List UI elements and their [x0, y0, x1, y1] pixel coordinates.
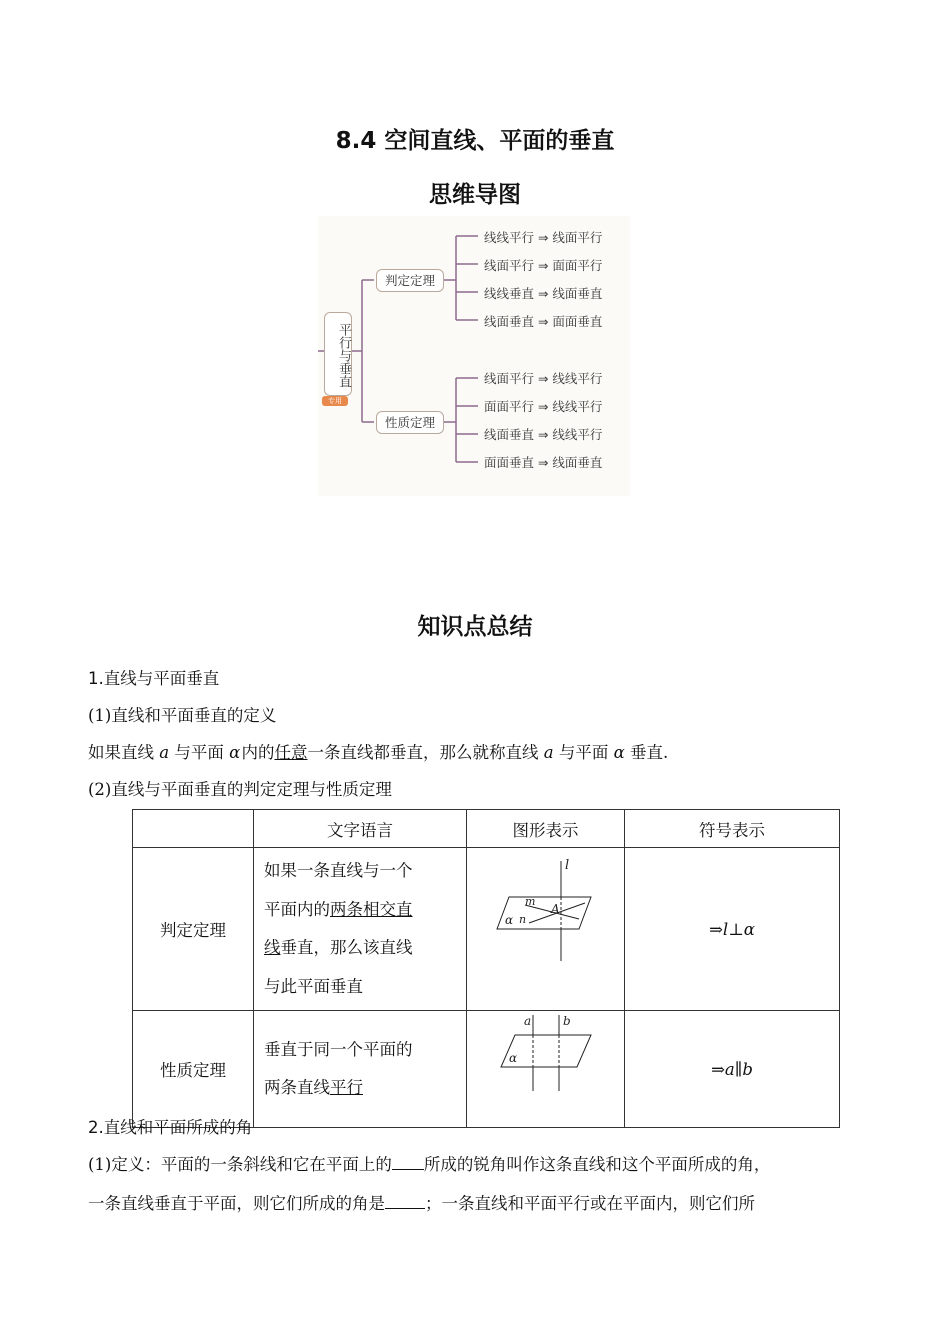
text: 两条直线: [264, 1078, 330, 1097]
parallel-figure: [467, 1011, 624, 1123]
answer-blank[interactable]: [392, 1168, 424, 1170]
row-text: [254, 848, 467, 1011]
text: 一条直线都垂直，那么就称直线: [307, 743, 539, 762]
perpendicular-figure: [467, 853, 624, 1002]
text-line: 与此平面垂直: [264, 976, 363, 996]
var: l: [722, 919, 729, 939]
mindmap-branch-label: 性质定理: [384, 415, 435, 430]
section2-line2: [88, 1190, 755, 1214]
text: ；一条直线和平面平行或在平面内，则它们所: [425, 1194, 755, 1213]
fig-label-alpha: α: [505, 912, 514, 927]
section1-sub2: (2)直线与平面垂直的判定定理与性质定理: [88, 780, 392, 799]
text: ⊥: [728, 919, 744, 939]
figure-cell: [467, 1011, 625, 1128]
text: 垂直，那么该直线: [280, 938, 413, 957]
fig-label-m: m: [525, 894, 536, 908]
text: 垂直.: [630, 743, 669, 762]
fig-label-A: A: [551, 901, 560, 916]
row-symbol: [625, 848, 840, 1011]
mindmap-branch-label: 判定定理: [384, 273, 435, 288]
row-symbol: [625, 1011, 840, 1128]
text: 一条直线垂直于平面，则它们所成的角是: [88, 1194, 385, 1213]
text: 内的: [241, 743, 275, 762]
underlined-term: 线: [264, 938, 281, 957]
mindmap-branch-property: [376, 411, 444, 434]
section1-sub1: (1)直线和平面垂直的定义: [88, 706, 277, 725]
var: a: [159, 743, 170, 762]
theorem-table: [132, 809, 840, 1128]
var: b: [742, 1059, 753, 1079]
text: ⇒: [711, 1059, 725, 1079]
var: α: [229, 743, 241, 762]
section1-definition: [88, 739, 668, 763]
text: (1)定义：平面的一条斜线和它在平面上的: [88, 1155, 392, 1174]
var: a: [724, 1059, 735, 1079]
text: 与平面: [174, 743, 224, 762]
mindmap-heading: 思维导图: [429, 182, 521, 208]
underlined-term: 任意: [274, 743, 308, 762]
underlined-term: 两条相交直: [330, 899, 413, 919]
text: 如果直线: [88, 743, 154, 762]
mindmap-leaf: 线线垂直 ⇒ 线面垂直: [484, 286, 603, 301]
figure-cell: [467, 848, 625, 1011]
text-line: 垂直于同一个平面的: [264, 1039, 413, 1059]
table-row: [133, 1011, 840, 1128]
mindmap-leaf: 线面平行 ⇒ 面面平行: [484, 258, 603, 273]
section2-heading: 2.直线和平面所成的角: [88, 1118, 253, 1137]
table-header-row: [133, 810, 840, 848]
row-text: [254, 1011, 467, 1128]
mindmap-leaf: 面面平行 ⇒ 线线平行: [484, 399, 603, 414]
text: 平面内的: [264, 899, 330, 919]
table-header-cell: 文字语言: [254, 810, 467, 848]
fig-label-b: b: [563, 1014, 571, 1028]
var: α: [613, 743, 625, 762]
text-line: [264, 1069, 456, 1108]
underlined-term: 平行: [330, 1078, 363, 1097]
mindmap-figure: [318, 216, 630, 496]
fig-label-n: n: [519, 912, 527, 926]
var: α: [743, 919, 755, 939]
fig-label-l: l: [565, 857, 570, 873]
text: 与平面: [558, 743, 609, 762]
text: ∥: [734, 1059, 743, 1079]
mindmap-root-label: 平行与垂直: [336, 322, 351, 388]
mindmap-leaf: 线面垂直 ⇒ 面面垂直: [484, 314, 603, 329]
section1-heading: 1.直线与平面垂直: [88, 669, 220, 688]
fig-label-alpha: α: [509, 1051, 518, 1065]
mindmap-tag: 专用: [322, 396, 348, 406]
text: 所成的锐角叫作这条直线和这个平面所成的角，: [423, 1155, 771, 1174]
section2-line1: [88, 1151, 770, 1175]
mindmap-leaf: 线面平行 ⇒ 线线平行: [484, 371, 603, 386]
text-line: [264, 929, 456, 968]
table-header-cell: [133, 810, 254, 848]
row-name: 判定定理: [133, 848, 254, 1011]
mindmap-leaf: 线线平行 ⇒ 线面平行: [484, 230, 603, 245]
var: a: [543, 743, 554, 762]
row-name: 性质定理: [133, 1011, 254, 1128]
mindmap-root: [324, 312, 352, 396]
answer-blank[interactable]: [385, 1207, 425, 1209]
table-header-cell: 图形表示: [467, 810, 625, 848]
text-line: [264, 891, 456, 930]
summary-heading: 知识点总结: [417, 614, 533, 640]
table-header-cell: 符号表示: [625, 810, 840, 848]
mindmap-branch-judge: [376, 269, 444, 292]
mindmap-leaf: 线面垂直 ⇒ 线线平行: [484, 427, 603, 442]
text: ⇒: [709, 919, 723, 939]
text-line: 如果一条直线与一个: [264, 861, 413, 880]
table-row: [133, 848, 840, 1011]
page-title: 8.4 空间直线、平面的垂直: [335, 128, 615, 154]
fig-label-a: a: [524, 1014, 532, 1028]
mindmap-leaf: 面面垂直 ⇒ 线面垂直: [484, 455, 603, 470]
